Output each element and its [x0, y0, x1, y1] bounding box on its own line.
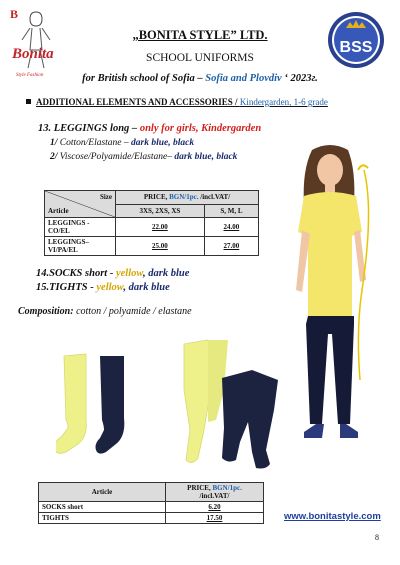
- tights-rest: , dark blue: [123, 282, 170, 293]
- leggings-option-2: [50, 152, 237, 162]
- section-subtitle: Kindergarden, 1-6 grade: [239, 97, 328, 107]
- table-cell-price: 24.00: [204, 218, 258, 237]
- composition-label: Composition:: [18, 306, 74, 317]
- article-name: LEGGINGS - CO/EL: [48, 219, 90, 235]
- bss-logo-text: BSS: [339, 39, 373, 56]
- leggings-option-1: [50, 138, 194, 148]
- leggings-title: 13. LEGGINGS long –: [38, 123, 140, 134]
- composition-value: cotton / polyamide / elastane: [73, 306, 192, 317]
- option-2-colors: dark blue, black: [174, 152, 238, 162]
- table-cell-article: [45, 237, 116, 256]
- bonita-logo-text: Bonita: [12, 46, 54, 62]
- school-line: [0, 73, 400, 84]
- website-link[interactable]: www.bonitastyle.com: [284, 511, 381, 522]
- tights-photo: [176, 338, 284, 470]
- size-header-small: 3XS, 2XS, XS: [116, 204, 205, 218]
- page-number: 8: [375, 533, 379, 542]
- price-header-prefix: PRICE,: [187, 484, 213, 492]
- socks-tights-price-table: [38, 482, 264, 524]
- table-cell-price: 25.00: [116, 237, 205, 256]
- socks-yellow: yellow: [115, 268, 143, 279]
- price-header-unit: BGN/1pc.: [169, 193, 199, 202]
- table-row: [45, 218, 259, 237]
- composition-line: [18, 306, 192, 317]
- size-corner-label: Size: [99, 193, 112, 201]
- table-row: [39, 502, 264, 513]
- table-row: [39, 513, 264, 524]
- school-prefix: for British school of Sofia –: [82, 73, 206, 84]
- option-2-material: Viscose/Polyamide/Elastane–: [59, 152, 175, 162]
- table-row: [45, 237, 259, 256]
- leggings-heading: [38, 123, 261, 134]
- table-cell-price: 6.20: [166, 502, 264, 513]
- tights-title: 15.TIGHTS -: [36, 282, 97, 293]
- socks-photo: [56, 352, 146, 458]
- table-cell-article: SOCKS short: [39, 502, 166, 513]
- bullet-icon: [26, 99, 31, 104]
- price-header: [116, 191, 259, 205]
- leggings-note: only for girls, Kindergarden: [139, 123, 262, 134]
- section-title: ADDITIONAL ELEMENTS AND ACCESSORIES /: [36, 97, 240, 107]
- socks-title: 14.SOCKS short -: [36, 268, 116, 279]
- article-header: Article: [39, 483, 166, 502]
- socks-rest: , dark blue: [142, 268, 190, 279]
- article-corner-label: Article: [48, 207, 69, 215]
- option-2-prefix: 2/: [50, 152, 60, 162]
- girl-model-photo: [282, 140, 382, 450]
- article-name: LEGGINGS–VI/PA/EL: [48, 238, 89, 254]
- school-year: ‘ 2023г.: [281, 73, 318, 84]
- option-1-material: Cotton/Elastane –: [59, 138, 132, 148]
- svg-text:B: B: [10, 7, 19, 21]
- table-corner-cell: [45, 191, 116, 218]
- size-header-large: S, M, L: [204, 204, 258, 218]
- section-heading: [36, 97, 328, 107]
- bonita-logo-tagline: Style Fashion: [16, 73, 44, 78]
- table-cell-article: [45, 218, 116, 237]
- price-header: [166, 483, 264, 502]
- table-cell-price: 17.50: [166, 513, 264, 524]
- document-subtitle: SCHOOL UNIFORMS: [146, 52, 254, 64]
- tights-heading: [36, 282, 170, 293]
- price-header-suffix: /incl.VAT/: [198, 193, 231, 202]
- leggings-price-table: [44, 190, 259, 256]
- price-header-unit: BGN/1pc.: [212, 484, 242, 492]
- company-name: „BONITA STYLE” LTD.: [132, 28, 268, 42]
- option-1-colors: dark blue, black: [131, 138, 195, 148]
- school-cities: Sofia and Plovdiv: [205, 73, 282, 84]
- option-1-prefix: 1/: [50, 138, 60, 148]
- table-cell-article: TIGHTS: [39, 513, 166, 524]
- price-header-prefix: PRICE,: [143, 193, 170, 202]
- tights-yellow: yellow: [96, 282, 124, 293]
- socks-heading: [36, 268, 189, 279]
- price-header-suffix: /incl.VAT/: [199, 492, 230, 500]
- table-cell-price: 22.00: [116, 218, 205, 237]
- table-cell-price: 27.00: [204, 237, 258, 256]
